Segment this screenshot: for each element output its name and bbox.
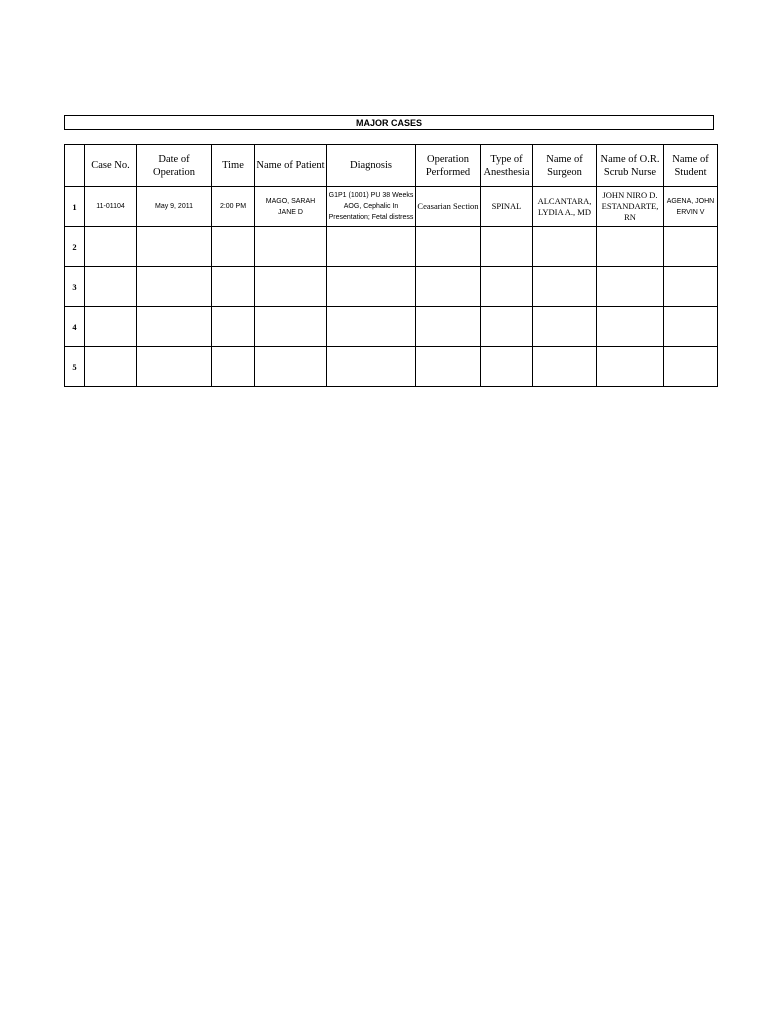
patient-cell: MAGO, SARAH JANE D [255, 187, 327, 227]
column-header-number [65, 145, 85, 187]
surgeon-cell [533, 267, 597, 307]
surgeon-cell [533, 307, 597, 347]
student-cell: AGENA, JOHN ERVIN V [664, 187, 718, 227]
column-header-patient: Name of Patient [255, 145, 327, 187]
patient-cell [255, 347, 327, 387]
row-number: 5 [65, 347, 85, 387]
case-no-cell [85, 347, 137, 387]
diagnosis-cell: G1P1 (1001) PU 38 Weeks AOG, Cephalic In Presentation; Fetal distress [327, 187, 416, 227]
diagnosis-cell [327, 267, 416, 307]
student-cell [664, 347, 718, 387]
date-cell [137, 267, 212, 307]
header-row [65, 145, 718, 187]
column-header-case-no: Case No. [85, 145, 137, 187]
diagnosis-cell [327, 347, 416, 387]
case-no-cell [85, 307, 137, 347]
surgeon-cell: ALCANTARA, LYDIA A., MD [533, 187, 597, 227]
patient-cell [255, 307, 327, 347]
table-row [65, 267, 718, 307]
case-no-cell [85, 267, 137, 307]
case-no-cell [85, 227, 137, 267]
time-cell: 2:00 PM [212, 187, 255, 227]
column-header-surgeon: Name of Surgeon [533, 145, 597, 187]
column-header-student: Name of Student [664, 145, 718, 187]
operation-cell [416, 227, 481, 267]
time-cell [212, 347, 255, 387]
diagnosis-cell [327, 307, 416, 347]
column-header-date: Date of Operation [137, 145, 212, 187]
major-cases-table [64, 144, 718, 387]
nurse-cell: JOHN NIRO D. ESTANDARTE, RN [597, 187, 664, 227]
row-number: 1 [65, 187, 85, 227]
time-cell [212, 307, 255, 347]
case-no-cell: 11-01104 [85, 187, 137, 227]
date-cell [137, 307, 212, 347]
student-cell [664, 227, 718, 267]
row-number: 4 [65, 307, 85, 347]
surgeon-cell [533, 347, 597, 387]
table-row [65, 227, 718, 267]
anesthesia-cell: SPINAL [481, 187, 533, 227]
operation-cell: Ceasarian Section [416, 187, 481, 227]
column-header-diagnosis: Diagnosis [327, 145, 416, 187]
diagnosis-cell [327, 227, 416, 267]
time-cell [212, 267, 255, 307]
operation-cell [416, 307, 481, 347]
surgeon-cell [533, 227, 597, 267]
row-number: 3 [65, 267, 85, 307]
anesthesia-cell [481, 227, 533, 267]
nurse-cell [597, 267, 664, 307]
table-title: MAJOR CASES [64, 115, 714, 130]
patient-cell [255, 267, 327, 307]
anesthesia-cell [481, 307, 533, 347]
nurse-cell [597, 227, 664, 267]
date-cell: May 9, 2011 [137, 187, 212, 227]
row-number: 2 [65, 227, 85, 267]
nurse-cell [597, 347, 664, 387]
column-header-nurse: Name of O.R. Scrub Nurse [597, 145, 664, 187]
column-header-anesthesia: Type of Anesthesia [481, 145, 533, 187]
student-cell [664, 267, 718, 307]
table-row [65, 187, 718, 227]
operation-cell [416, 347, 481, 387]
operation-cell [416, 267, 481, 307]
patient-cell [255, 227, 327, 267]
anesthesia-cell [481, 347, 533, 387]
table-row [65, 307, 718, 347]
table-row [65, 347, 718, 387]
column-header-operation: Operation Performed [416, 145, 481, 187]
date-cell [137, 347, 212, 387]
column-header-time: Time [212, 145, 255, 187]
anesthesia-cell [481, 267, 533, 307]
time-cell [212, 227, 255, 267]
student-cell [664, 307, 718, 347]
nurse-cell [597, 307, 664, 347]
date-cell [137, 227, 212, 267]
